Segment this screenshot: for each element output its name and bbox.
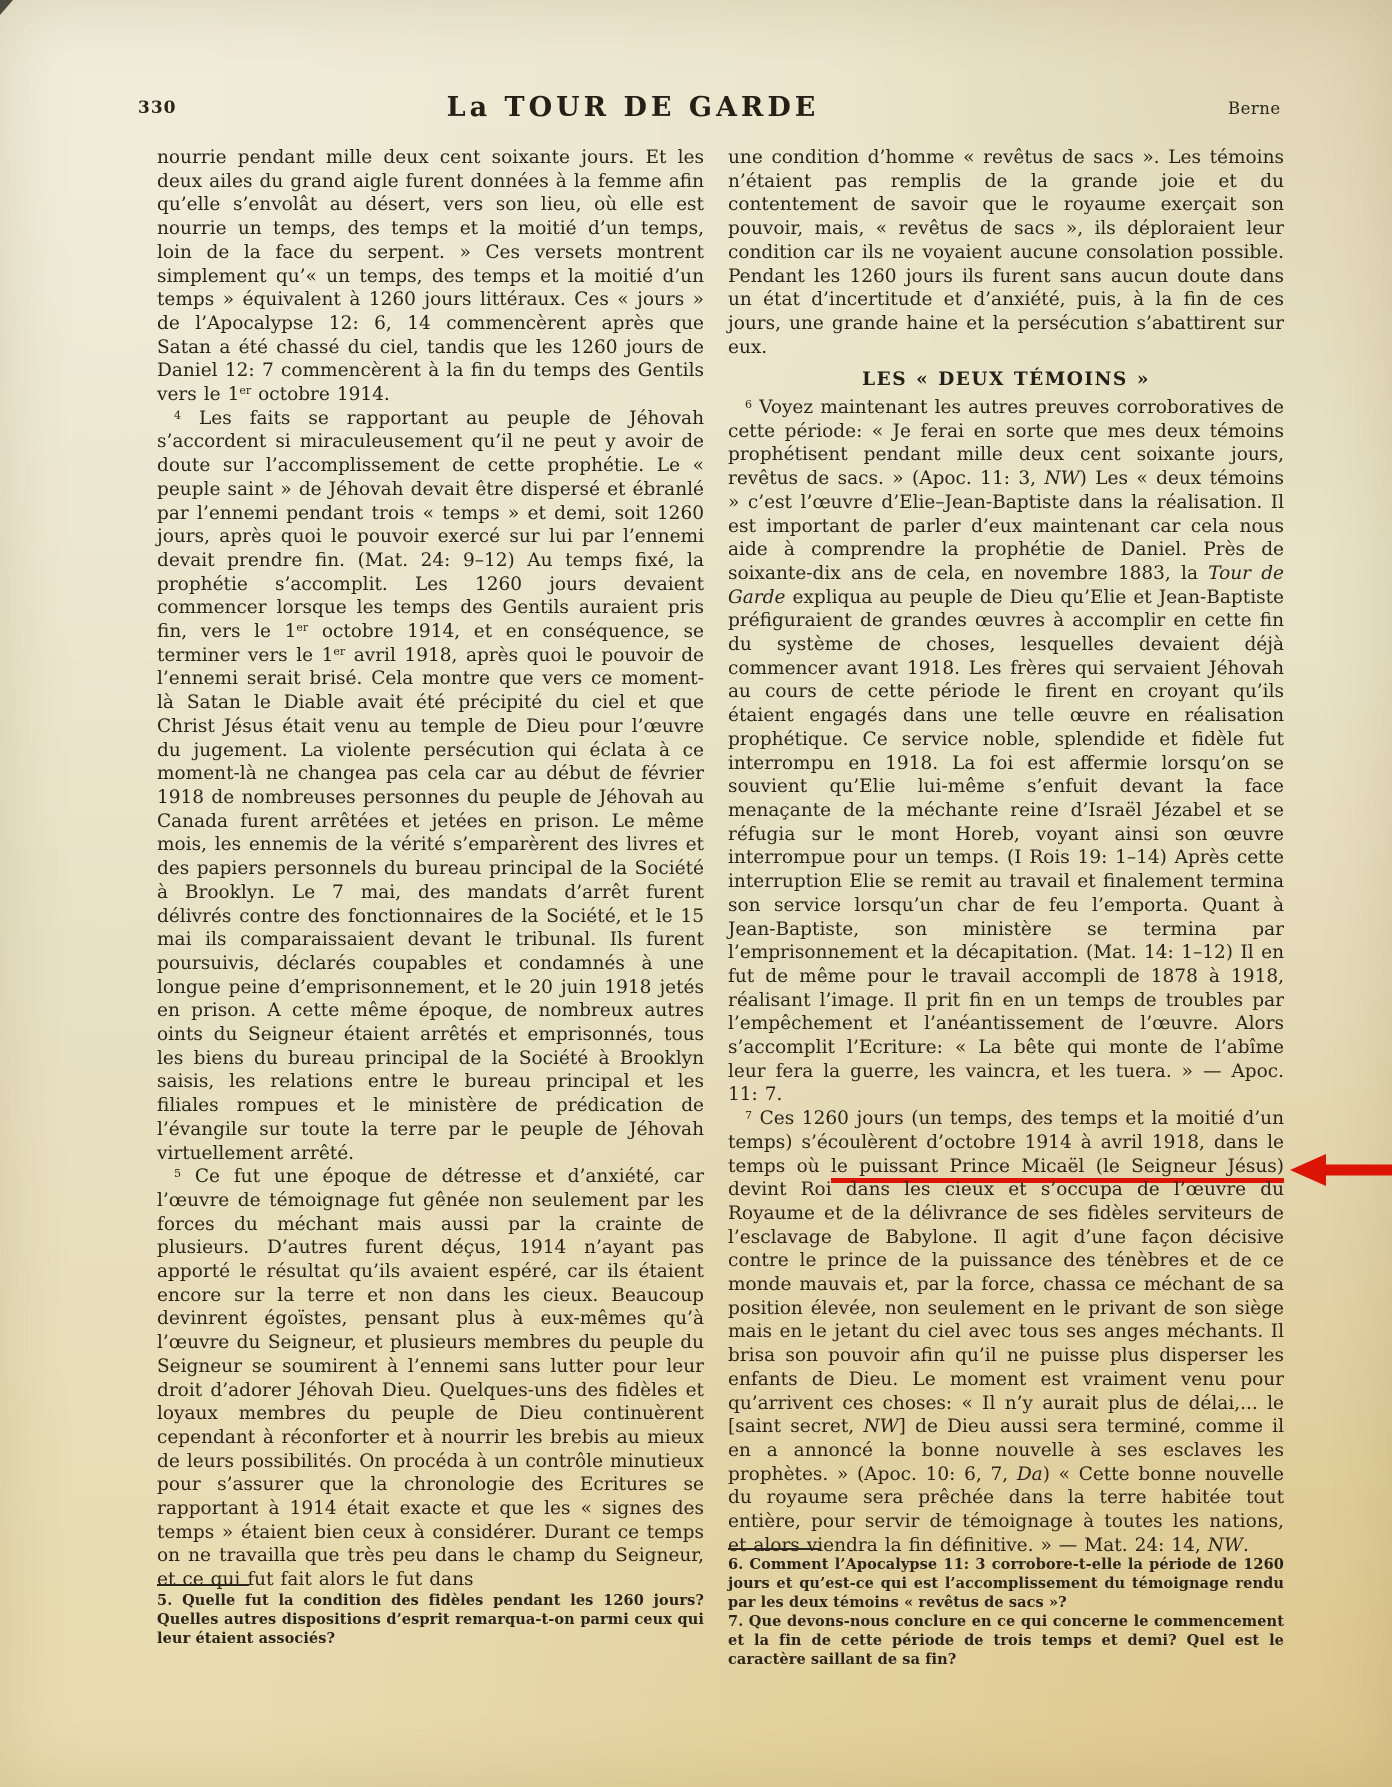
left-footnotes xyxy=(157,1584,704,1649)
left-column xyxy=(157,146,704,1592)
annotation-left-arrow-icon xyxy=(1290,1152,1392,1188)
section-heading: LES « DEUX TÉMOINS » xyxy=(862,369,1150,391)
footnote-items xyxy=(157,1592,704,1648)
paragraph-number: 4 xyxy=(174,408,181,422)
page-title: La TOUR DE GARDE xyxy=(446,92,820,123)
footnote-items xyxy=(728,1556,1284,1670)
footnote-rule xyxy=(728,1548,820,1550)
paragraph-number: 6 xyxy=(745,398,752,412)
edition-label: Berne xyxy=(1228,99,1281,118)
paragraph: $^6$ Voyez maintenant les autres preuves corroboratives de cette période: « Je ferai en sorte que mes deux témoins prophétisent pendant mille deux cent soixante jours, revêtus de sacs. » (Apoc. 11: 3, NW) Les « deux témoins » c’est l’œuvre d’Elie–Jean-Baptiste dans la réalisation. Il est important de parler d’eux maintenant car cela nous aide à comprendre la prophétie de Daniel. Près de soixante-dix ans de cela, en novembre 1883, la Tour de Garde expliqua au peuple de Dieu qu’Elie et Jean-Baptiste préfiguraient de grandes œuvres à accomplir en cette fin du système de choses, lesquelles devaient déjà commencer avant 1918. Les frères qui servaient Jéhovah au cours de cette période le firent en croyant qu’ils étaient engagés dans une telle œuvre en réalisation prophétique. Ce service noble, splendide et fidèle fut interrompu en 1918. La foi est affermie lorsqu’on se souvient qu’Elie lui-même s’enfuit devant la face menaçante de la méchante reine d’Israël Jézabel et se réfugia sur le mont Horeb, voyant ainsi son œuvre interrompue pour un temps. (I Rois 19: 1–14) Après cette interruption Elie se remit au travail et finalement termina son service lorsqu’un char de feu l’emporta. Quant à Jean-Baptiste, son ministère se termina par l’emprisonnement et la décapitation. (Mat. 14: 1–12) Il en fut de même pour le travail accompli de 1878 à 1918, réalisant l’image. Il prit fin en un temps de troubles par l’empêchement et l’anéantissement de l’œuvre. Alors s’accomplit l’Ecriture: « La bête qui monte de l’abîme leur fera la guerre, les vaincra, et les tuera. » — Apoc. 11: 7. xyxy=(728,397,1284,1106)
paragraph: $^5$ Ce fut une époque de détresse et d’anxiété, car l’œuvre de témoignage fut gênée non seulement par les forces du méchant mais aussi par la crainte de plusieurs. D’autres furent déçus, 1914 n’ayant pas apporté le résultat qu’ils avaient espéré, car ils étaient encore sur la terre et non dans les cieux. Beaucoup devinrent égoïstes, pensant plus à eux-mêmes qu’à l’œuvre du Seigneur, et plusieurs membres du peuple du Seigneur se soumirent à l’ennemi sans lutter pour leur droit d’adorer Jéhovah Dieu. Quelques-uns des fidèles et loyaux membres du peuple de Dieu continuèrent cependant à réconforter et à nourrir les brebis au mieux de leurs possibilités. On procéda à un contrôle minutieux pour s’assurer que la chronologie des Ecritures se rapportant à 1914 était exacte et que les « signes des temps » étaient bien ceux à considérer. Durant ce temps on ne travailla que très peu dans le champ du Seigneur, et ce qui fut fait alors le fut dans xyxy=(157,1166,704,1591)
right-column xyxy=(728,146,1284,1557)
paragraph: $^4$ Les faits se rapportant au peuple de Jéhovah s’accordent si miraculeusement qu’il ne peut y avoir de doute sur l’accomplissement de cette prophétie. Le « peuple saint » de Jéhovah devait être dispersé et ébranlé par l’ennemi pendant trois « temps » et demi, soit 1260 jours, après quoi le pouvoir exercé sur lui par l’ennemi devait prendre fin. (Mat. 24: 9–12) Au temps fixé, la prophétie s’accomplit. Les 1260 jours devaient commencer lorsque les temps des Gentils auraient pris fin, vers le 1er octobre 1914, et en conséquence, se terminer vers le 1er avril 1918, après quoi le pouvoir de l’ennemi serait brisé. Cela montre que vers ce moment-là Satan le Diable avait été précipité du ciel et que Christ Jésus était venu au temple de Dieu pour l’œuvre du jugement. La violente persécution qui éclata à ce moment-là ne changea pas cela car au début de février 1918 de nombreuses personnes du peuple de Jéhovah au Canada furent arrêtées et jetées en prison. Le même mois, les ennemis de la vérité s’emparèrent des livres et des papiers personnels du bureau principal de la Société à Brooklyn. Le 7 mai, des mandats d’arrêt furent délivrés contre des fonctionnaires de la Société, et le 15 mai ils comparaissaient devant le tribunal. Ils furent poursuivis, déclarés coupables et condamnés à une longue peine d’emprisonnement, et le 20 juin 1918 jetés en prison. A cette même époque, de nombreux autres oints du Seigneur étaient arrêtés et emprisonnés, tous les biens du bureau principal de la Société à Brooklyn saisis, les relations entre le bureau principal et les filiales rompues et le ministère de prédication de l’évangile sur toute la terre par le peuple de Jéhovah virtuellement arrêté. xyxy=(157,407,704,1164)
paragraph-number: 7 xyxy=(745,1109,752,1123)
paragraph-number: 5 xyxy=(174,1167,181,1181)
right-footnotes xyxy=(728,1548,1284,1671)
paragraph: une condition d’homme « revêtus de sacs ». Les témoins n’étaient pas remplis de la grande joie et du contentement de savoir que le royaume exerçait son pouvoir, mais, « revêtus de sacs », ils déploraient leur condition car ils ne voyaient aucune consolation possible. Pendant les 1260 jours ils furent sans aucun doute dans un état d’incertitude et d’anxiété, puis, à la fin de ces jours, une grande haine et la persécution s’abattirent sur eux. xyxy=(728,147,1284,358)
paragraph: nourrie pendant mille deux cent soixante jours. Et les deux ailes du grand aigle furent données à la femme afin qu’elle s’envolât au désert, vers son lieu, où elle est nourrie un temps, des temps et la moitié d’un temps, loin de la face du serpent. » Ces versets montrent simplement qu’« un temps, des temps et la moitié d’un temps » équivalent à 1260 jours littéraux. Ces « jours » de l’Apocalypse 12: 6, 14 commencèrent après que Satan a été chassé du ciel, tandis que les 1260 jours de Daniel 12: 7 commencèrent à la fin du temps des Gentils vers le 1er octobre 1914. xyxy=(157,147,704,406)
annotated-phrase: le puissant Prince Micaël (le Seigneur Jésus) xyxy=(831,1156,1284,1183)
footnote: 5. Quelle fut la condition des fidèles pendant les 1260 jours? Quelles autres dispositions d’esprit remarqua-t-on parmi ceux qui leur étaient associés? xyxy=(157,1592,704,1647)
footnote: 6. Comment l’Apocalypse 11: 3 corrobore-t-elle la période de 1260 jours et qu’est-ce qui est l’accomplissement du témoignage rendu par les deux témoins « revêtus de sacs »? xyxy=(728,1556,1284,1611)
page-number: 330 xyxy=(138,98,177,118)
paragraph: $^7$ Ces 1260 jours (un temps, des temps et la moitié d’un temps) s’écoulèrent d’octobre 1914 à avril 1918, dans le temps où le puissant Prince Micaël (le Seigneur Jésus) devint Roi dans les cieux et s’occupa de l’œuvre du Royaume et de la délivrance de ses fidèles serviteurs de l’esclavage de Babylone. Il agit d’une façon décisive contre le prince de la puissance des ténèbres et de ce monde mauvais et, par la force, chassa ce méchant de sa position élevée, non seulement en le privant de son siège mais en le jetant du ciel avec tous ses anges méchants. Il brisa son pouvoir afin qu’il ne puisse plus disperser les enfants de Dieu. Le moment est vraiment venu pour qu’arrivent ces choses: « Il n’y aurait plus de délai,... le [saint secret, NW] de Dieu aussi sera terminé, comme il en a annoncé la bonne nouvelle à ses esclaves les prophètes. » (Apoc. 10: 6, 7, Da) « Cette bonne nouvelle du royaume sera prêchée dans la terre habitée tout entière, pour servir de témoignage à toutes les nations, et alors viendra la fin définitive. » — Mat. 24: 14, NW. xyxy=(728,1108,1285,1556)
footnote: 7. Que devons-nous conclure en ce qui concerne le commencement et la fin de cette période de trois temps et demi? Quel est le caractère saillant de sa fin? xyxy=(728,1613,1284,1668)
scan-corner-artifact xyxy=(0,0,13,15)
footnote-rule xyxy=(157,1584,249,1586)
